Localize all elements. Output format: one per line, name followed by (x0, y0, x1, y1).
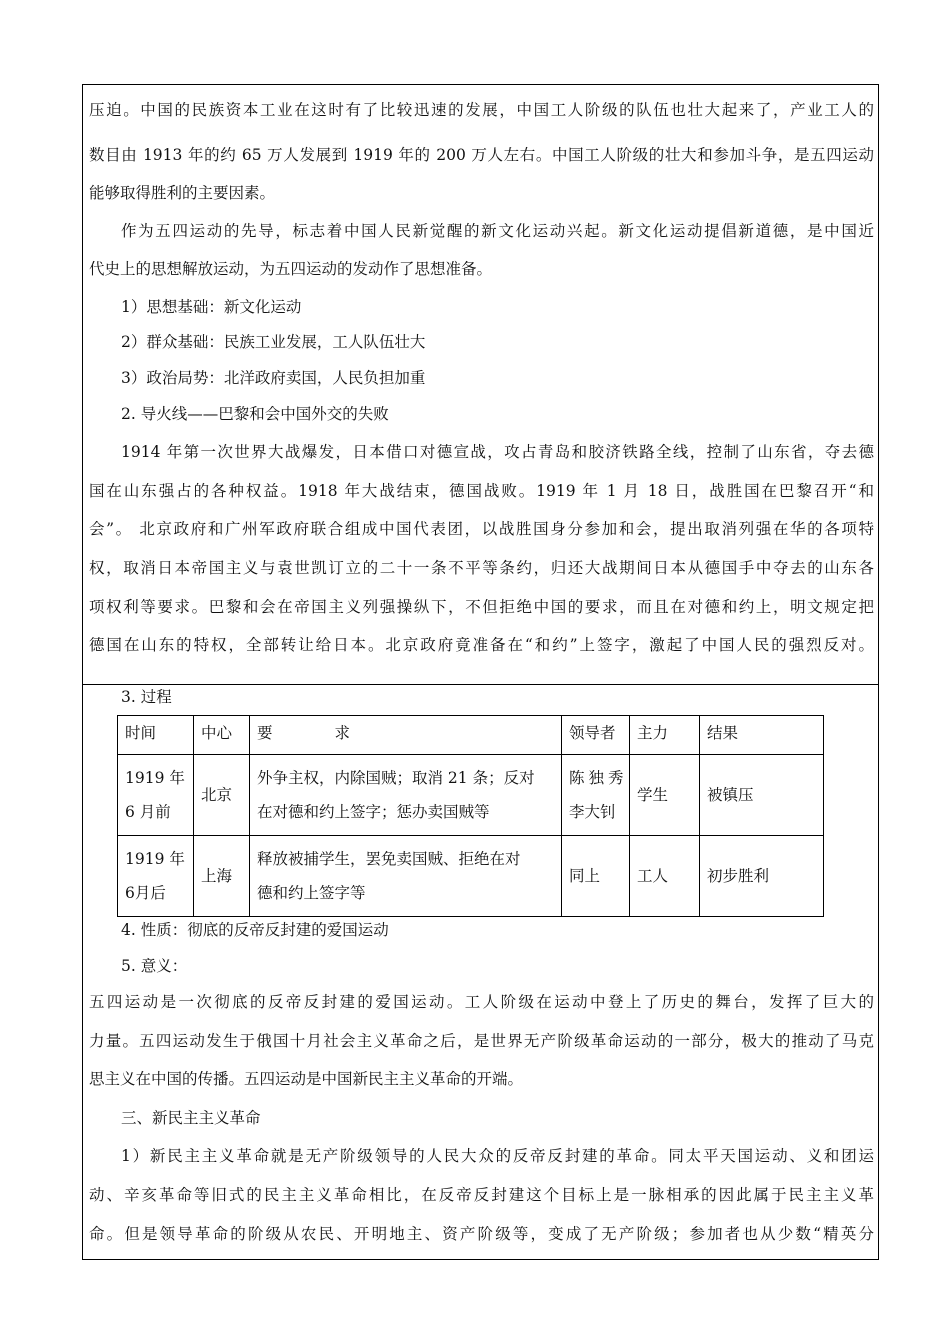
paragraph-line: 代史上的思想解放运动，为五四运动的发动作了思想准备。 (89, 260, 493, 278)
cell-leader (562, 755, 630, 836)
paragraph-line: 命。但是领导革命的阶级从农民、开明地主、资产阶级等，变成了无产阶级；参加者也从少数“精英分 (89, 1225, 874, 1243)
header-result: 结果 (700, 716, 824, 755)
cell-line: 6 月前 (125, 803, 171, 821)
header-force: 主力 (630, 716, 700, 755)
paragraph-line: 1914 年第一次世界大战爆发，日本借口对德宣战，攻占青岛和胶济铁路全线，控制了山东省，夺去德 (121, 443, 874, 461)
cell-line: 1919 年 (125, 769, 185, 787)
cell-time (118, 755, 194, 836)
paragraph-line: 国在山东强占的各种权益。1918 年大战结束，德国战败。1919 年 1 月 18 日，战胜国在巴黎召开“和 (89, 482, 874, 500)
paragraph-line: 作为五四运动的先导，标志着中国人民新觉醒的新文化运动兴起。新文化运动提倡新道德，是中国近 (121, 222, 874, 240)
cell-line: 德和约上签字等 (257, 884, 366, 902)
cell-force: 学生 (630, 755, 700, 836)
table-row (118, 836, 824, 917)
cell-center: 北京 (194, 755, 250, 836)
process-table (117, 715, 824, 917)
paragraph-line: 能够取得胜利的主要因素。 (89, 184, 276, 202)
header-leader: 领导者 (562, 716, 630, 755)
cell-demand (250, 755, 562, 836)
table-header-row (118, 716, 824, 755)
subheading: 2. 导火线——巴黎和会中国外交的失败 (121, 405, 389, 423)
cell-center: 上海 (194, 836, 250, 917)
cell-result: 被镇压 (700, 755, 824, 836)
paragraph-line: 五四运动是一次彻底的反帝反封建的爱国运动。工人阶级在运动中登上了历史的舞台，发挥了巨大的 (89, 993, 874, 1011)
list-item: 3）政治局势：北洋政府卖国，人民负担加重 (121, 369, 426, 387)
section-heading: 三、新民主主义革命 (121, 1109, 261, 1127)
cell-leader: 同上 (562, 836, 630, 917)
cell-demand (250, 836, 562, 917)
paragraph-line: 项权利等要求。巴黎和会在帝国主义列强操纵下，不但拒绝中国的要求，而且在对德和约上，明文规定把 (89, 598, 874, 616)
table-row (118, 755, 824, 836)
paragraph-line: 会”。 北京政府和广州军政府联合组成中国代表团，以战胜国身分参加和会，提出取消列强在华的各项特 (89, 520, 874, 538)
cell-line: 1919 年 (125, 850, 185, 868)
cell-line: 外争主权，内除国贼；取消 21 条；反对 (257, 769, 535, 787)
subheading: 5. 意义： (121, 957, 188, 975)
cell-line: 释放被捕学生，罢免卖国贼、拒绝在对 (257, 850, 521, 868)
list-item: 1）思想基础：新文化运动 (121, 298, 302, 316)
cell-line: 6月后 (125, 884, 166, 902)
header-center: 中心 (194, 716, 250, 755)
subheading: 3. 过程 (121, 688, 172, 706)
paragraph-line: 德国在山东的特权，全部转让给日本。北京政府竟准备在“和约”上签字，激起了中国人民的强烈反对。 (89, 636, 874, 654)
paragraph-line: 1）新民主主义革命就是无产阶级领导的人民大众的反帝反封建的革命。同太平天国运动、义和团运 (121, 1147, 874, 1165)
header-time: 时间 (118, 716, 194, 755)
paragraph-line: 权，取消日本帝国主义与袁世凯订立的二十一条不平等条约，归还大战期间日本从德国手中夺去的山东各 (89, 559, 874, 577)
cell-result: 初步胜利 (700, 836, 824, 917)
paragraph-line: 数目由 1913 年的约 65 万人发展到 1919 年的 200 万人左右。中国工人阶级的壮大和参加斗争，是五四运动 (89, 146, 874, 164)
cell-line: 在对德和约上签字；惩办卖国贼等 (257, 803, 490, 821)
paragraph-line: 动、辛亥革命等旧式的民主主义革命相比，在反帝反封建这个目标上是一脉相承的因此属于民主主义革 (89, 1186, 874, 1204)
paragraph-line: 压迫。中国的民族资本工业在这时有了比较迅速的发展，中国工人阶级的队伍也壮大起来了，产业工人的 (89, 101, 874, 119)
cell-line: 陈独秀 (569, 769, 628, 787)
paragraph-line: 思主义在中国的传播。五四运动是中国新民主主义革命的开端。 (89, 1070, 524, 1088)
cell-time (118, 836, 194, 917)
cell-line: 李大钊 (569, 803, 616, 821)
list-item: 2）群众基础：民族工业发展，工人队伍壮大 (121, 333, 426, 351)
cell-force: 工人 (630, 836, 700, 917)
cell-divider (82, 684, 879, 685)
paragraph-line: 力量。五四运动发生于俄国十月社会主义革命之后，是世界无产阶级革命运动的一部分，极大的推动了马克 (89, 1032, 874, 1050)
paragraph-line: 4. 性质：彻底的反帝反封建的爱国运动 (121, 921, 389, 939)
header-demand: 要 求 (250, 716, 562, 755)
